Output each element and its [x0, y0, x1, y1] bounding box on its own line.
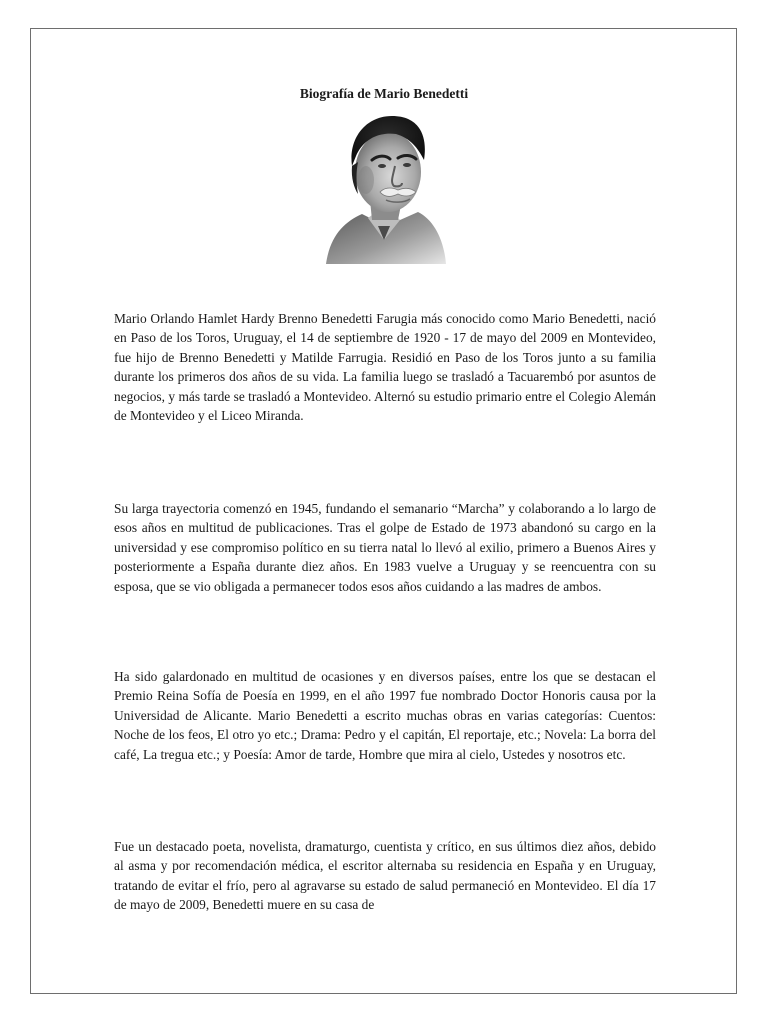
paragraph-career: Su larga trayectoria comenzó en 1945, fundando el semanario “Marcha” y colaborando a lo largo de esos años en multitud de publicaciones. Tras el golpe de Estado de 1973 abandonó su cargo en la universidad y ese compromiso político en su tierra natal lo llevó al exilio, primero a Buenos Aires y posteriormente a España durante diez años. En 1983 vuelve a Uruguay y se reencuentra con su esposa, que se vio obligada a permanecer todos esos años cuidando a las madres de ambos. — [114, 501, 656, 594]
portrait-photo — [318, 108, 448, 264]
paragraph-later-years: Fue un destacado poeta, novelista, dramaturgo, cuentista y crítico, en sus últimos diez años, debido al asma y por recomendación médica, el escritor alternaba su residencia en España y en Uruguay, tratando de evitar el frío, pero al agravarse su estado de salud permaneció en Montevideo. El día 17 de mayo de 2009, Benedetti muere en su casa de — [114, 839, 656, 913]
document-title: Biografía de Mario Benedetti — [299, 86, 469, 101]
paragraph-awards: Ha sido galardonado en multitud de ocasiones y en diversos países, entre los que se destacan el Premio Reina Sofía de Poesía en 1999, en el año 1997 fue nombrado Doctor Honoris causa por la Universidad de Alicante. Mario Benedetti a escrito muchas obras en varias categorías: Cuentos: Noche de los feos, El otro yo etc.; Drama: Pedro y el capitán, El reportaje, etc.; Novela: La borra del café, La tregua etc.; y Poesía: Amor de tarde, Hombre que mira al cielo, Ustedes y nosotros etc. — [114, 669, 656, 762]
paragraph-early-life: Mario Orlando Hamlet Hardy Brenno Benedetti Farugia más conocido como Mario Benedetti, nació en Paso de los Toros, Uruguay, el 14 de septiembre de 1920 - 17 de mayo del 2009 en Montevideo, fue hijo de Brenno Benedetti y Matilde Farrugia. Residió en Paso de los Toros junto a su familia durante los primeros dos años de su vida. La familia luego se trasladó a Tacuarembó por asuntos de negocios, y más tarde se trasladó a Montevideo. Alternó su estudio primario entre el Colegio Alemán de Montevideo y el Liceo Miranda. — [114, 311, 656, 424]
